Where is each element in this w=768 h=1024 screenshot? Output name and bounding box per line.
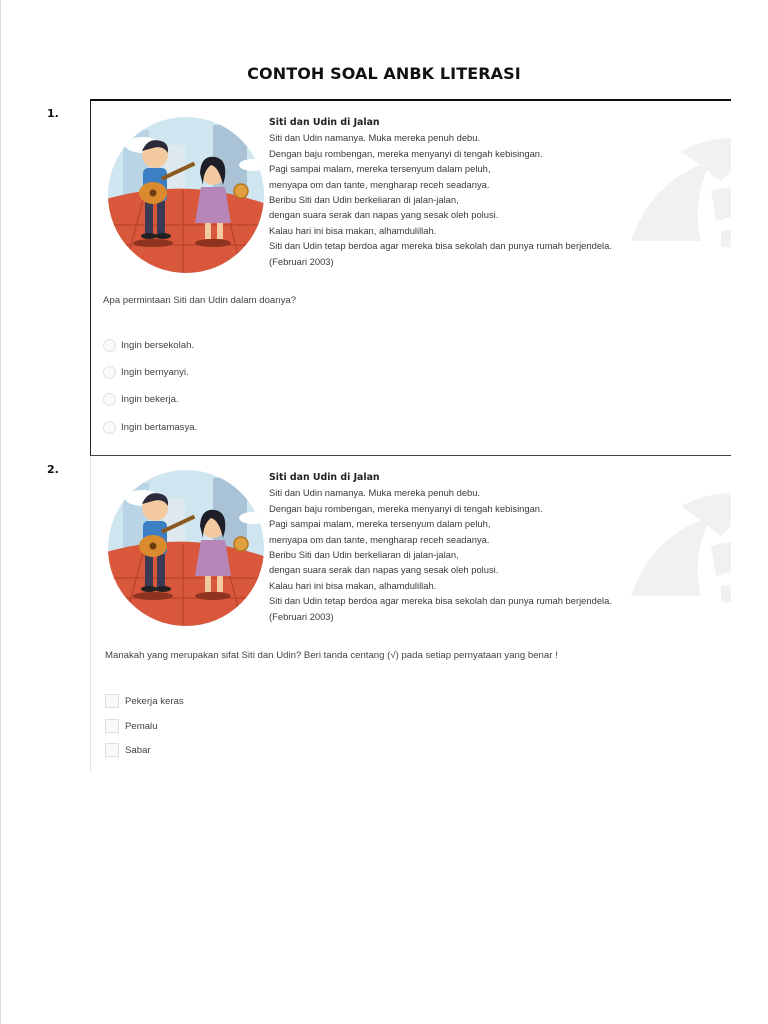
option-label: Pemalu xyxy=(125,720,158,732)
radio-button[interactable] xyxy=(103,393,116,406)
answer-option-radio[interactable] xyxy=(103,421,197,434)
passage-line: Kalau hari ini bisa makan, alhamdulillah. xyxy=(269,579,437,591)
option-label: Ingin bertamasya. xyxy=(121,422,198,433)
question-prompt: Manakah yang merupakan sifat Siti dan Udin? Beri tanda centang (√) pada setiap pernyataan yang benar ! xyxy=(105,650,558,661)
answer-option-radio[interactable] xyxy=(103,393,179,406)
passage-line: Siti dan Udin namanya. Muka mereka penuh debu. xyxy=(269,132,481,144)
passage-date: (Februari 2003) xyxy=(269,255,334,267)
watermark-logo-icon xyxy=(591,476,731,606)
passage-line: Beribu Siti dan Udin berkeliaran di jalan-jalan, xyxy=(269,194,459,206)
question-card xyxy=(90,456,731,772)
radio-button[interactable] xyxy=(103,421,116,434)
answer-option-checkbox[interactable] xyxy=(105,694,184,708)
passage-line: Pagi sampai malam, mereka tersenyum dalam peluh, xyxy=(269,163,491,175)
question-number: 2. xyxy=(47,463,59,476)
passage-line: dengan suara serak dan napas yang sesak oleh polusi. xyxy=(269,564,499,576)
radio-button[interactable] xyxy=(103,339,116,352)
checkbox[interactable] xyxy=(105,694,119,708)
passage-line: Dengan baju rombengan, mereka menyanyi di tengah kebisingan. xyxy=(269,502,543,514)
answer-option-radio[interactable] xyxy=(103,366,189,379)
passage-line: Pagi sampai malam, mereka tersenyum dalam peluh, xyxy=(269,518,491,530)
passage-line: Siti dan Udin namanya. Muka mereka penuh debu. xyxy=(269,487,481,499)
watermark-logo-icon xyxy=(591,121,731,251)
passage-line: Dengan baju rombengan, mereka menyanyi di tengah kebisingan. xyxy=(269,147,543,159)
option-label: Ingin bernyanyi. xyxy=(121,367,189,378)
passage-line: dengan suara serak dan napas yang sesak oleh polusi. xyxy=(269,209,499,221)
option-label: Ingin bekerja. xyxy=(121,394,179,405)
page-edge xyxy=(0,0,1,1024)
option-label: Ingin bersekolah. xyxy=(121,340,195,351)
question-prompt: Apa permintaan Siti dan Udin dalam doanya? xyxy=(103,295,297,306)
passage-title: Siti dan Udin di Jalan xyxy=(269,472,380,483)
passage-line: menyapa om dan tante, mengharap receh seadanya. xyxy=(269,178,490,190)
answer-option-checkbox[interactable] xyxy=(105,719,158,733)
passage-title: Siti dan Udin di Jalan xyxy=(269,117,380,128)
checkbox[interactable] xyxy=(105,719,119,733)
passage xyxy=(269,470,612,624)
passage-date: (Februari 2003) xyxy=(269,610,334,622)
option-label: Pekerja keras xyxy=(125,695,184,707)
children-singing-illustration xyxy=(103,468,269,628)
question-card xyxy=(90,99,731,456)
radio-button[interactable] xyxy=(103,366,116,379)
question-number: 1. xyxy=(47,107,59,120)
answer-option-radio[interactable] xyxy=(103,339,194,352)
option-label: Sabar xyxy=(125,744,151,756)
passage-line: Kalau hari ini bisa makan, alhamdulillah. xyxy=(269,224,437,236)
passage xyxy=(269,115,612,269)
passage-line: Siti dan Udin tetap berdoa agar mereka bisa sekolah dan punya rumah berjendela. xyxy=(269,240,612,252)
passage-line: Beribu Siti dan Udin berkeliaran di jalan-jalan, xyxy=(269,549,459,561)
passage-line: menyapa om dan tante, mengharap receh seadanya. xyxy=(269,533,490,545)
children-singing-illustration xyxy=(103,115,269,275)
checkbox[interactable] xyxy=(105,743,119,757)
passage-line: Siti dan Udin tetap berdoa agar mereka bisa sekolah dan punya rumah berjendela. xyxy=(269,595,612,607)
page-title: CONTOH SOAL ANBK LITERASI xyxy=(247,63,521,83)
answer-option-checkbox[interactable] xyxy=(105,743,151,757)
